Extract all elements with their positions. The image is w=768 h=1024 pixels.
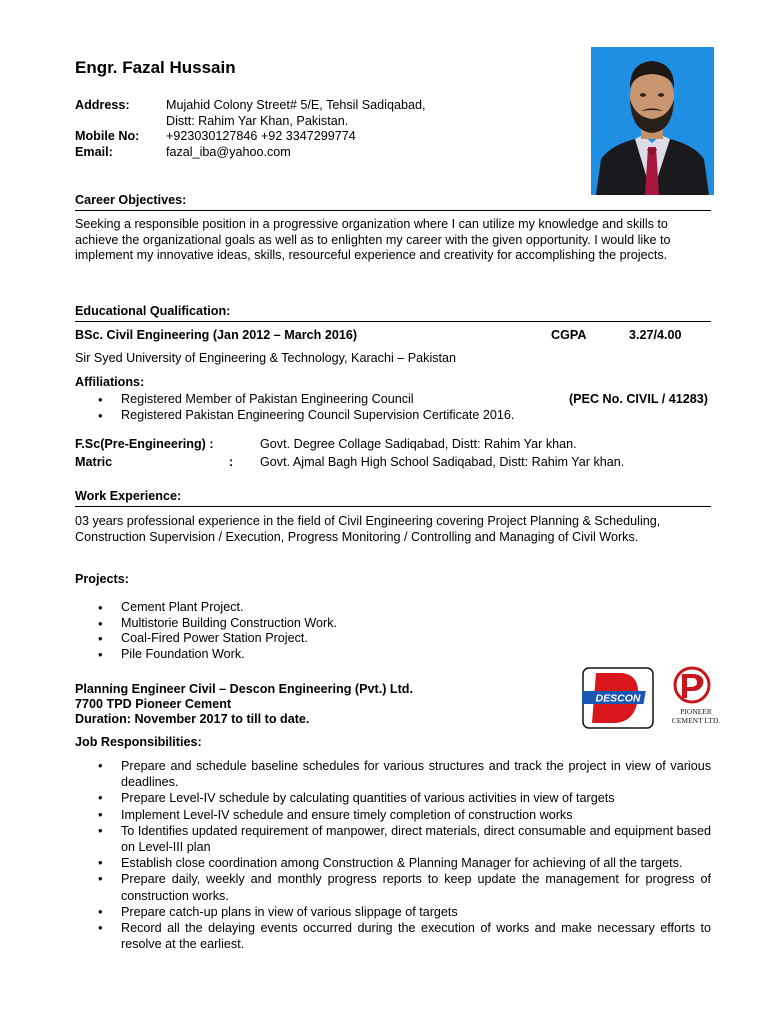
pioneer-cement-logo — [662, 666, 732, 728]
university-name: Sir Syed University of Engineering & Technology, Karachi – Pakistan — [75, 351, 457, 365]
pioneer-logo-line2: CEMENT LTD. — [671, 716, 721, 725]
career-objectives-text: Seeking a responsible position in a progressive organization where I can utilize my knowledge and skills to achieve the organizational goals as well as to enlighten my career with the given opportunity. I would like to implement my innovative ideas, skills, resourceful experience and creativity for accomplishing the projects. — [75, 217, 671, 262]
work-experience-heading: Work Experience: — [75, 489, 711, 507]
email-label: Email: — [75, 144, 113, 159]
education-heading: Educational Qualification: — [75, 304, 711, 322]
mobile-label: Mobile No: — [75, 129, 140, 143]
job-project: 7700 TPD Pioneer Cement — [75, 697, 232, 711]
descon-logo — [582, 667, 654, 729]
cgpa-label: CGPA — [551, 328, 587, 342]
descon-logo-text: DESCON — [595, 692, 641, 705]
matric-label: Matric — [75, 455, 113, 469]
matric-colon: : — [229, 455, 234, 469]
list-item — [96, 392, 711, 408]
list-item: • Prepare catch-up plans in view of various slippage of targets — [96, 904, 711, 920]
list-item: • Record all the delaying events occurred during the execution of works and make necessary efforts to resolve at the earliest. — [96, 920, 711, 952]
email-address[interactable]: fazal_iba@yahoo.com — [166, 144, 291, 159]
candidate-name: Engr. Fazal Hussain — [75, 58, 236, 77]
address-line-1: Mujahid Colony Street# 5/E, Tehsil Sadiqabad, — [166, 98, 426, 112]
profile-photo — [591, 47, 714, 195]
degree-title: BSc. Civil Engineering (Jan 2012 – March 2016) — [75, 328, 358, 342]
work-summary: 03 years professional experience in the field of Civil Engineering covering Project Planning & Scheduling, Construction Supervision / Execution, Progress Monitoring / Controlling and Managing of Civil Works. — [75, 514, 661, 544]
cgpa-value: 3.27/4.00 — [629, 328, 682, 342]
projects-label: Projects: — [75, 572, 129, 586]
matric-value: Govt. Ajmal Bagh High School Sadiqabad, Distt: Rahim Yar khan. — [260, 455, 625, 469]
fsc-value: Govt. Degree Collage Sadiqabad, Distt: Rahim Yar khan. — [260, 437, 577, 451]
fsc-label: F.Sc(Pre-Engineering) : — [75, 437, 214, 451]
address-label: Address: — [75, 98, 130, 112]
list-item: • Prepare Level-IV schedule by calculating quantities of various activities in view of targets — [96, 790, 711, 806]
contact-block — [75, 98, 426, 160]
affiliation-text: Registered Pakistan Engineering Council Supervision Certificate 2016. — [121, 407, 515, 422]
list-item: • Prepare and schedule baseline schedules for various structures and track the project in view of various deadlines. — [96, 758, 711, 790]
responsibilities-label: Job Responsibilities: — [75, 735, 202, 749]
list-item: • Implement Level-IV schedule and ensure timely completion of construction works — [96, 807, 711, 823]
list-item: • To Identifies updated requirement of manpower, direct materials, direct consumable and equipment based on Level-III plan — [96, 823, 711, 855]
address-line-2: Distt: Rahim Yar Khan, Pakistan. — [166, 113, 349, 128]
mobile-number: +923030127846 +92 3347299774 — [166, 129, 356, 143]
list-item: • Establish close coordination among Construction & Planning Manager for achieving of all the targets. — [96, 855, 711, 871]
job-duration: Duration: November 2017 to till to date. — [75, 712, 310, 726]
job-title: Planning Engineer Civil – Descon Engineering (Pvt.) Ltd. — [75, 682, 413, 696]
career-objectives-heading: Career Objectives: — [75, 193, 711, 211]
projects-list — [96, 600, 711, 662]
list-item: • Multistorie Building Construction Work. — [96, 616, 711, 632]
list-item: • Cement Plant Project. — [96, 600, 711, 616]
responsibilities-list — [96, 758, 711, 952]
affiliation-text: Registered Member of Pakistan Engineering Council — [121, 392, 414, 406]
list-item — [96, 408, 711, 424]
list-item: • Coal-Fired Power Station Project. — [96, 631, 711, 647]
list-item: • Prepare daily, weekly and monthly progress reports to keep update the management for progress of construction works. — [96, 871, 711, 903]
pioneer-logo-line1: PIONEER — [680, 707, 712, 716]
affiliations-label: Affiliations: — [75, 375, 145, 389]
pec-number: (PEC No. CIVIL / 41283) — [568, 392, 708, 406]
affiliations-list — [96, 392, 711, 423]
list-item: • Pile Foundation Work. — [96, 647, 711, 663]
